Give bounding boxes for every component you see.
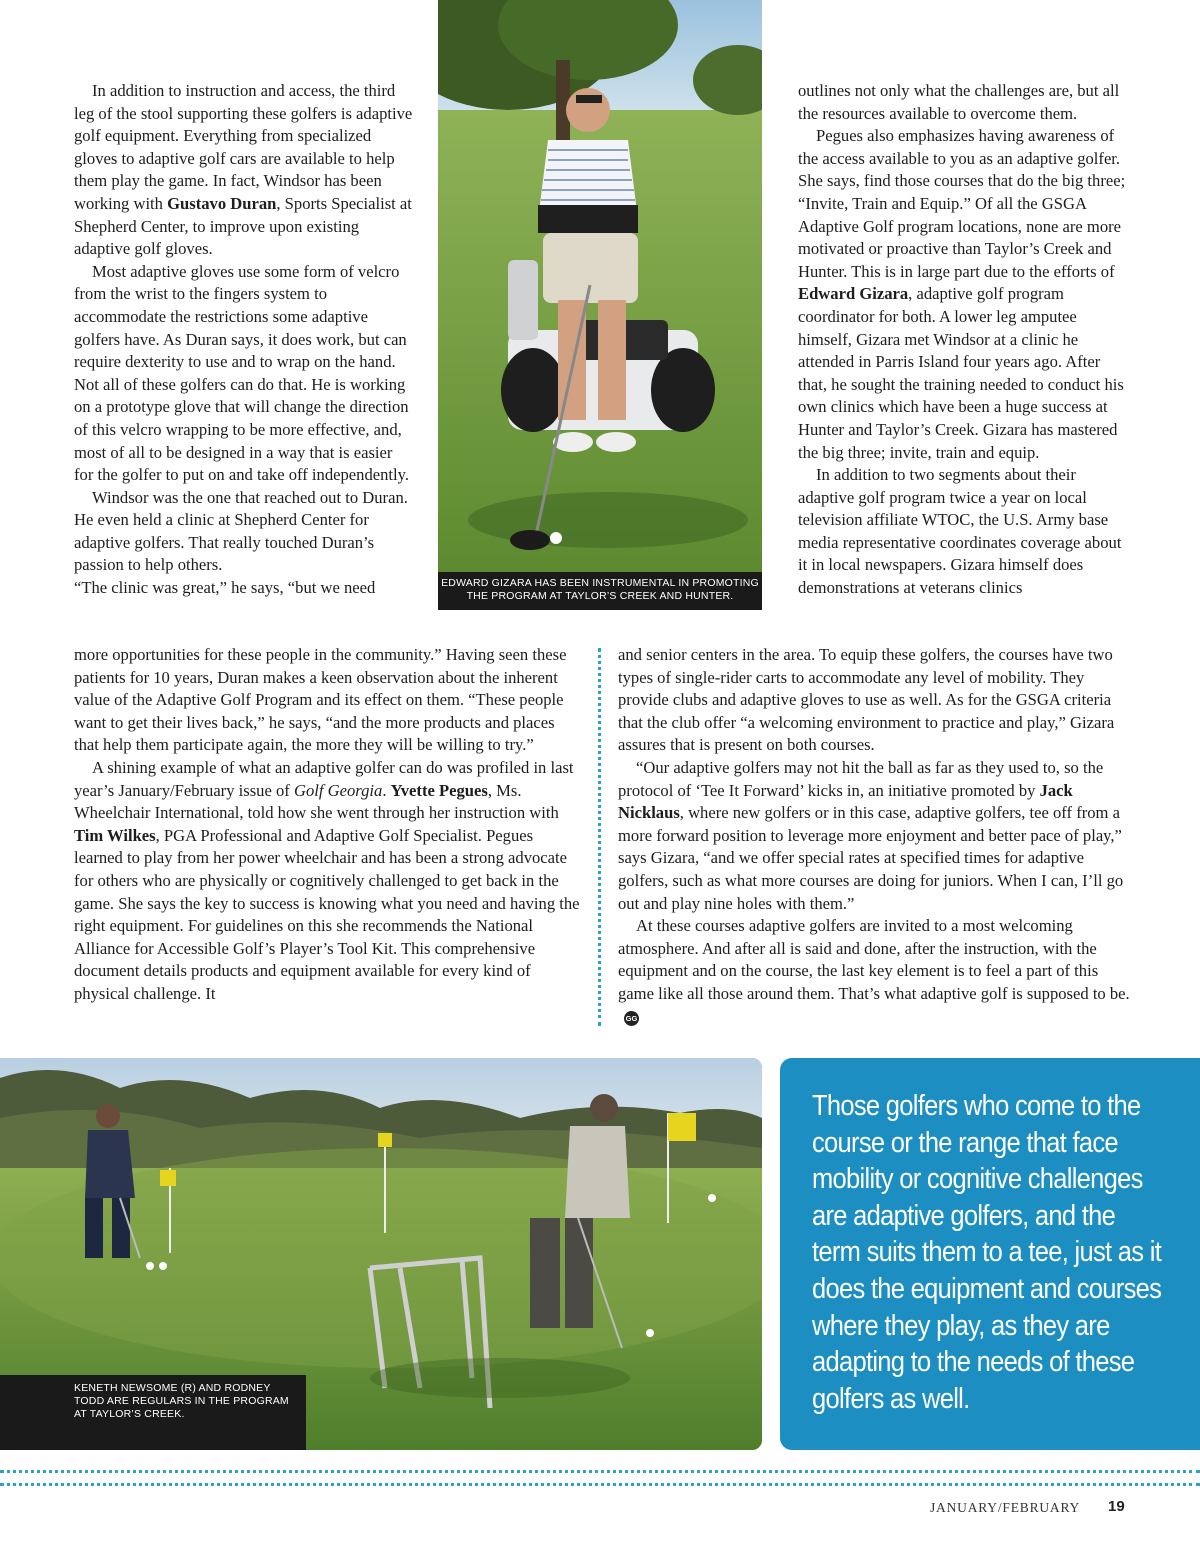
text-run: Most adaptive gloves use some form of velcro from the wrist to the fingers system to accommodate the restrictions some adaptive golfers have. As Duran says, it does work, but can require dexterity to use and to wrap on the hand. Not all of these golfers can do that. He is working on a prototype glove that will change the direction of this velcro wrapping to be more effective, and, most of all to be designed in a way that is easier for the golfer to put on and take off independently. [74,261,410,485]
text-run: and senior centers in the area. To equip these golfers, the courses have two types of single-rider carts to accommodate any level of mobility. They provide clubs and adaptive gloves to use as well. As for the GSGA criteria that the club offer “a welcoming environment to practice and play,” Gizara assures that is present on both courses. [618,645,1115,755]
article-column-left-wide [74,644,582,1006]
article-paragraph [74,487,414,577]
article-column-right-wide [618,644,1130,1028]
end-mark-icon: GG [624,1011,639,1026]
text-run: , where new golfers or in this case, adaptive golfers, tee off from a more forward position to leverage more enjoyment and better pace of play,” says Gizara, “and we offer special rates at specified times for adaptive golfers, such as what more courses are doing for juniors. When I can, I’ll go out and play nine holes with them.” [618,803,1124,913]
pull-quote-text: Those golfers who come to the course or the range that face mobility or cognitive challenges are adaptive golfers, and the term suits them to a tee, just as it does the equipment and courses where they play, as they are adapting to the needs of these golfers as well. [812,1090,1162,1415]
photo-caption-bottom: KENETH NEWSOME (R) AND RODNEY TODD ARE REGULARS IN THE PROGRAM AT TAYLOR’S CREEK. [0,1375,306,1450]
italic-title: Golf Georgia [293,780,383,800]
article-paragraph [74,261,414,487]
article-paragraph [74,80,414,261]
article-column-right-top [798,80,1128,600]
text-run: A shining example of what an adaptive golfer can do was profiled in last year’s January/February issue of [74,757,574,800]
bold-name: Edward Gizara [798,284,909,304]
text-run: Windsor was the one that reached out to Duran. He even held a clinic at Shepherd Center for adaptive golfers. That really touched Duran’s passion to help others. [74,487,408,575]
text-run: At these courses adaptive golfers are invited to a most welcoming atmosphere. And after all is said and done, after the instruction, with the equipment and on the course, the last key element is to feel a part of this game like all those around them. That’s what adaptive golf is supposed to be. [618,916,1130,1003]
article-paragraph [618,915,1130,1028]
article-column-left-top [74,80,414,600]
bold-name: Gustavo Duran [167,193,277,213]
article-paragraph [74,577,414,600]
text-run: , Ms. Wheelchair International, told how she went through her instruction with [74,780,559,823]
article-paragraph [798,125,1128,464]
article-paragraph [618,644,1130,757]
bold-name: Yvette Pegues [390,780,488,800]
page-number: 19 [1108,1498,1125,1515]
footer-dotted-rule [0,1470,1200,1486]
article-paragraph [618,757,1130,915]
article-paragraph [74,644,582,757]
text-run: “The clinic was great,” he says, “but we need [74,578,376,598]
text-run: outlines not only what the challenges are, but all the resources available to overcome them. [798,81,1120,123]
bold-name: Jack Nicklaus [618,780,1073,823]
article-paragraph [74,757,582,1006]
footer-issue-date: JANUARY/FEBRUARY [930,1500,1081,1515]
photo-caption-top: EDWARD GIZARA HAS BEEN INSTRUMENTAL IN PROMOTING THE PROGRAM AT TAYLOR’S CREEK AND HUNTER. [438,572,762,610]
text-run: , PGA Professional and Adaptive Golf Specialist. Pegues learned to play from her power wheelchair and has been a strong advocate for others who are physically or cognitively challenged to get back in the game. She says the key to success is knowing what you need and having the right equipment. For guidelines on this she recommends the National Alliance for Accessible Golf’s Player’s Tool Kit. This comprehensive document details products and equipment available for every kind of physical challenge. It [74,825,580,1003]
photo-illustration [438,0,762,572]
text-run: more opportunities for these people in the community.” Having seen these patients for 10 years, Duran makes a keen observation about the inherent value of the Adaptive Golf Program and its effect on them. “These people want to get their lives back,” he says, “and the more products and places that help them participate again, the more they will be willing to try.” [74,645,567,755]
text-run: In addition to instruction and access, the third leg of the stool supporting these golfers is adaptive golf equipment. Everything from specialized gloves to adaptive golf cars are available to help them play the game. In fact, Windsor has been working with [74,81,413,213]
text-run: In addition to two segments about their adaptive golf program twice a year on local television affiliate WTOC, the U.S. Army base media representative coordinates coverage about it in local newspapers. Gizara himself does demonstrations at veterans clinics [798,465,1122,598]
text-run: , adaptive golf program coordinator for both. A lower leg amputee himself, Gizara met Windsor at a clinic he attended in Parris Island four years ago. After that, he sought the training needed to conduct his own clinics which have been a huge success at Hunter and Taylor’s Creek. Gizara has mastered the big three; invite, train and equip. [798,284,1124,462]
article-paragraph [798,464,1128,600]
photo-golfer-standing-wheelchair [438,0,762,572]
text-run: , Sports Specialist at Shepherd Center, to improve upon existing adaptive golf gloves. [74,193,412,259]
column-divider [598,648,601,1026]
bold-name: Tim Wilkes [74,825,156,845]
article-paragraph [798,80,1128,125]
pull-quote [780,1058,1200,1450]
text-run: “Our adaptive golfers may not hit the ball as far as they used to, so the protocol of ‘Tee It Forward’ kicks in, an initiative promoted by [618,757,1104,800]
text-run: . [382,780,391,800]
text-run: Pegues also emphasizes having awareness of the access available to you as an adaptive golfer. She says, find those courses that do the big three; “Invite, Train and Equip.” Of all the GSGA Adaptive Golf program locations, none are more motivated or proactive than Taylor’s Creek and Hunter. This is in large part due to the efforts of [798,126,1126,281]
